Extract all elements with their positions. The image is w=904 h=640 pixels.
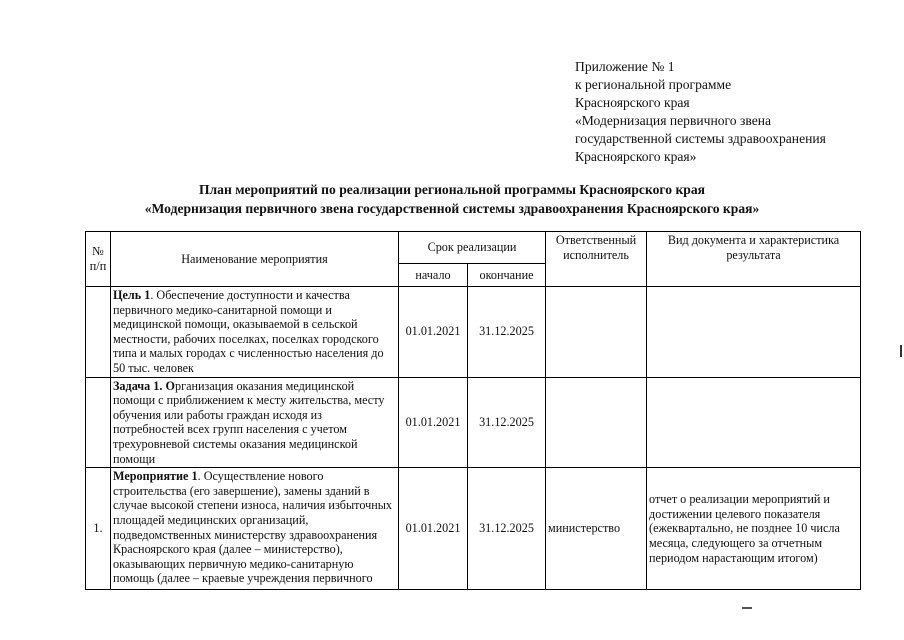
table-row — [86, 287, 861, 378]
appendix-line: Красноярского края» — [575, 149, 697, 164]
row-result — [647, 377, 861, 468]
header-end: окончание — [468, 264, 546, 287]
row-executor: министерство — [546, 468, 647, 590]
appendix-block — [575, 58, 895, 166]
appendix-line: Приложение № 1 — [575, 59, 675, 74]
row-description — [111, 287, 399, 378]
table-row — [86, 377, 861, 468]
appendix-line: «Модернизация первичного звена — [575, 113, 772, 128]
row-label: Задача 1. О — [113, 378, 175, 393]
title-line-2: «Модернизация первичного звена государственной системы здравоохранения Красноярского края» — [144, 201, 760, 216]
row-label: Цель 1 — [113, 288, 151, 302]
header-executor: Ответственный исполнитель — [546, 232, 647, 287]
title-line-1: План мероприятий по реализации региональной программы Красноярского края — [198, 182, 705, 197]
row-result: отчет о реализации мероприятий и достижении целевого показателя (ежеквартально, не позднее 10 числа месяца, следующего за отчетным периодом нарастающим итогом) — [647, 468, 861, 590]
header-start: начало — [399, 264, 468, 287]
row-description — [111, 377, 399, 468]
row-end: 31.12.2025 — [468, 468, 546, 590]
row-description — [111, 468, 399, 590]
row-num — [86, 287, 111, 378]
document-title — [0, 180, 904, 218]
row-end: 31.12.2025 — [468, 287, 546, 378]
plan-table — [85, 231, 861, 590]
header-num: № п/п — [86, 232, 111, 287]
appendix-line: Красноярского края — [575, 95, 690, 110]
row-start: 01.01.2021 — [399, 287, 468, 378]
scan-mark — [900, 345, 902, 357]
header-row — [86, 232, 861, 264]
appendix-line: государственной системы здравоохранения — [575, 131, 826, 146]
header-name: Наименование мероприятия — [111, 232, 399, 287]
scan-mark — [742, 607, 752, 609]
row-text: рганизация оказания медицинской помощи с приближением к месту жительства, месту обучения или работы граждан исходя из потребностей всех групп населения с учетом трехуровневой системы оказания медицинской помощи — [113, 378, 385, 466]
row-num — [86, 377, 111, 468]
table-row — [86, 468, 861, 590]
row-executor — [546, 377, 647, 468]
row-label: Мероприятие 1 — [113, 469, 198, 484]
row-text: . Осуществление нового строительства (его завершение), замены зданий в случае высокой степени износа, наличия избыточных площадей медицинских организаций, подведомственных министерству здравоохранения Красноярского края (далее – министерство), оказывающих первичную медико-санитарную помощь (далее – краевые учреждения первичного — [113, 469, 393, 586]
row-num: 1. — [86, 468, 111, 590]
row-executor — [546, 287, 647, 378]
header-result: Вид документа и характеристика результата — [647, 232, 861, 287]
row-end: 31.12.2025 — [468, 377, 546, 468]
row-text: . Обеспечение доступности и качества первичного медико-санитарной помощи и медицинской помощи, оказываемой в сельской местности, рабочих поселках, поселках городского типа и малых городах с численностью населения до 50 тыс. человек — [113, 288, 384, 375]
row-result — [647, 287, 861, 378]
appendix-line: к региональной программе — [575, 77, 732, 92]
row-start: 01.01.2021 — [399, 468, 468, 590]
header-term: Срок реализации — [399, 232, 546, 264]
row-start: 01.01.2021 — [399, 377, 468, 468]
